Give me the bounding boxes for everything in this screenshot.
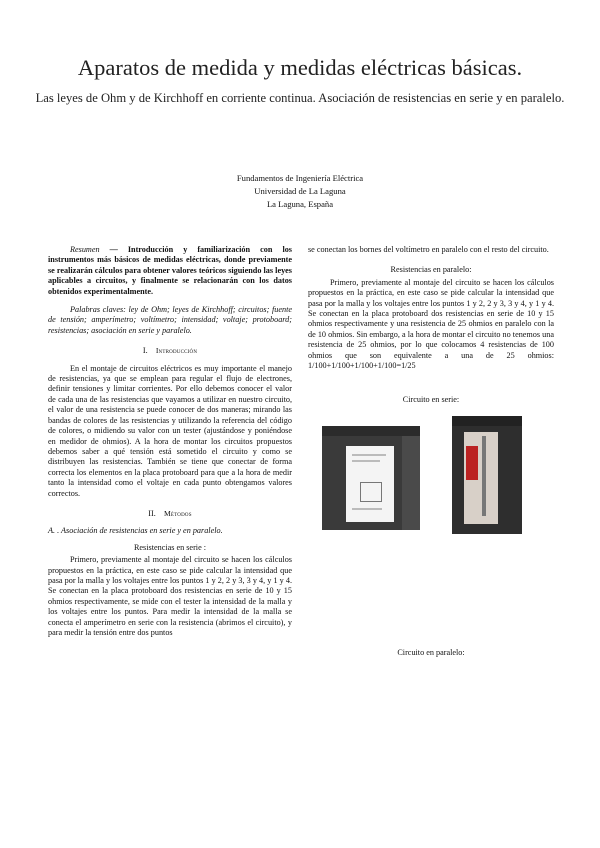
subsection-heading: A. . Asociación de resistencias en serie y en paralelo. — [48, 526, 223, 536]
section-number: II. — [148, 508, 156, 518]
figure-caption-serie: Circuito en serie: — [402, 395, 460, 405]
affiliation-line-3: La Laguna, España — [266, 199, 334, 209]
serie-body-continued: se conectan los bornes del voltímetro en paralelo con el resto del circuito. — [308, 245, 549, 254]
abstract-label: Resumen — [70, 245, 100, 254]
section-heading-introduction — [48, 346, 292, 356]
section-title: Introducción — [155, 346, 198, 356]
paper-title: Aparatos de medida y medidas eléctricas básicas. — [77, 55, 523, 80]
abstract-text: — Introducción y familiarización con los instrumentos más básicos de medidas eléctricas, donde previamente se realizarán cálculos para obtener valores teóricos siguiendo las leyes aplicables a circuitos, y finalmente se relacionarán con los datos obtenidos experimentalmente. — [48, 245, 292, 296]
paper-subtitle: Las leyes de Ohm y de Kirchhoff en corriente continua. Asociación de resistencias en serie y en paralelo. — [35, 91, 565, 105]
figure-serie-photos — [308, 412, 554, 530]
section-title: Métodos — [163, 508, 192, 518]
figure-caption-paralelo: Circuito en paralelo: — [397, 647, 465, 657]
keywords: Palabras claves: ley de Ohm; leyes de Kirchhoff; circuitos; fuente de tensión; amperímetro; voltímetro; intensidad; voltaje; protoboard; resistencias; asociación en serie y paralelo. — [48, 305, 292, 335]
affiliation-line-2: Universidad de La Laguna — [254, 186, 346, 196]
author-affiliation — [150, 172, 450, 211]
paralelo-heading: Resistencias en paralelo: — [390, 265, 472, 275]
introduction-body: En el montaje de circuitos eléctricos es muy importante el manejo de resistencias, ya que se emplean para regular el flujo de electrones, definir tensiones y limitar corrientes. Por ello debemos conocer el valor de cada una de las resistencias que vayamos a utilizar en nuestro circuito, el valor de una resistencia se puede conocer de dos maneras; mirando las bandas de colores de las resistencias y utilizando la referencia del código de colores, o midiendo su valor con un tester (ajustándose y poniéndose en medidor de ohmios). A la hora de montar los circuitos propuestos debemos saber a qué tensión está sometido el circuito y como se distribuyen las resistencias. También se tiene que conectar de forma correcta los elementos en la placa protoboard para que a la hora de medir tanto la intensidad como el voltaje en cada punto obtengamos valores correctos. — [48, 363, 292, 498]
serie-body: Primero, previamente al montaje del circuito se hacen los cálculos propuestos en la práctica, en este caso se pide calcular la intensidad que pasa por la malla y los voltajes entre los puntos 1 y 2, 2 y 3, 3 y 4, y 1 y 4. Se conectan en la placa protoboard dos resistencias en serie de 10 y 15 ohmios respectivamente, se mide con el tester la intensidad de la malla y los voltajes entre los puntos. Para medir la intensidad de la malla se conecta el amperímetro en serie con la resistencia (abrimos el circuito), y para medir la tensión entre dos puntos — [48, 555, 292, 637]
right-column — [308, 245, 554, 658]
abstract — [48, 245, 292, 297]
serie-heading: Resistencias en serie : — [133, 542, 207, 552]
affiliation-line-1: Fundamentos de Ingeniería Eléctrica — [236, 173, 364, 183]
section-number: I. — [142, 346, 148, 356]
photo-protoboard-image — [452, 416, 522, 534]
left-column — [48, 245, 292, 638]
section-heading-methods — [48, 509, 292, 519]
photo-screenshot-image — [322, 426, 420, 530]
paralelo-body: Primero, previamente al montaje del circuito se hacen los cálculos propuestos en la práctica, en este caso se pide calcular la intensidad que pasa por la malla y los voltajes entre los puntos 1 y 2, 2 y 3, 3 y 4, y 1 y 4. Se conectan en la placa protoboard dos resistencias en serie de 10 y 15 ohmios respectivamente y una resistencia de 25 ohmios en paralelo con la de 10 ohmios. Sin embargo, a la hora de montar el circuito no tenemos una resistencia de 25 ohmios, por lo que colocamos 4 resistencias de 100 ohmios que son equivalente a una de 25 ohmios: 1/100+1/100+1/100+1/100=1/25 — [308, 277, 554, 371]
